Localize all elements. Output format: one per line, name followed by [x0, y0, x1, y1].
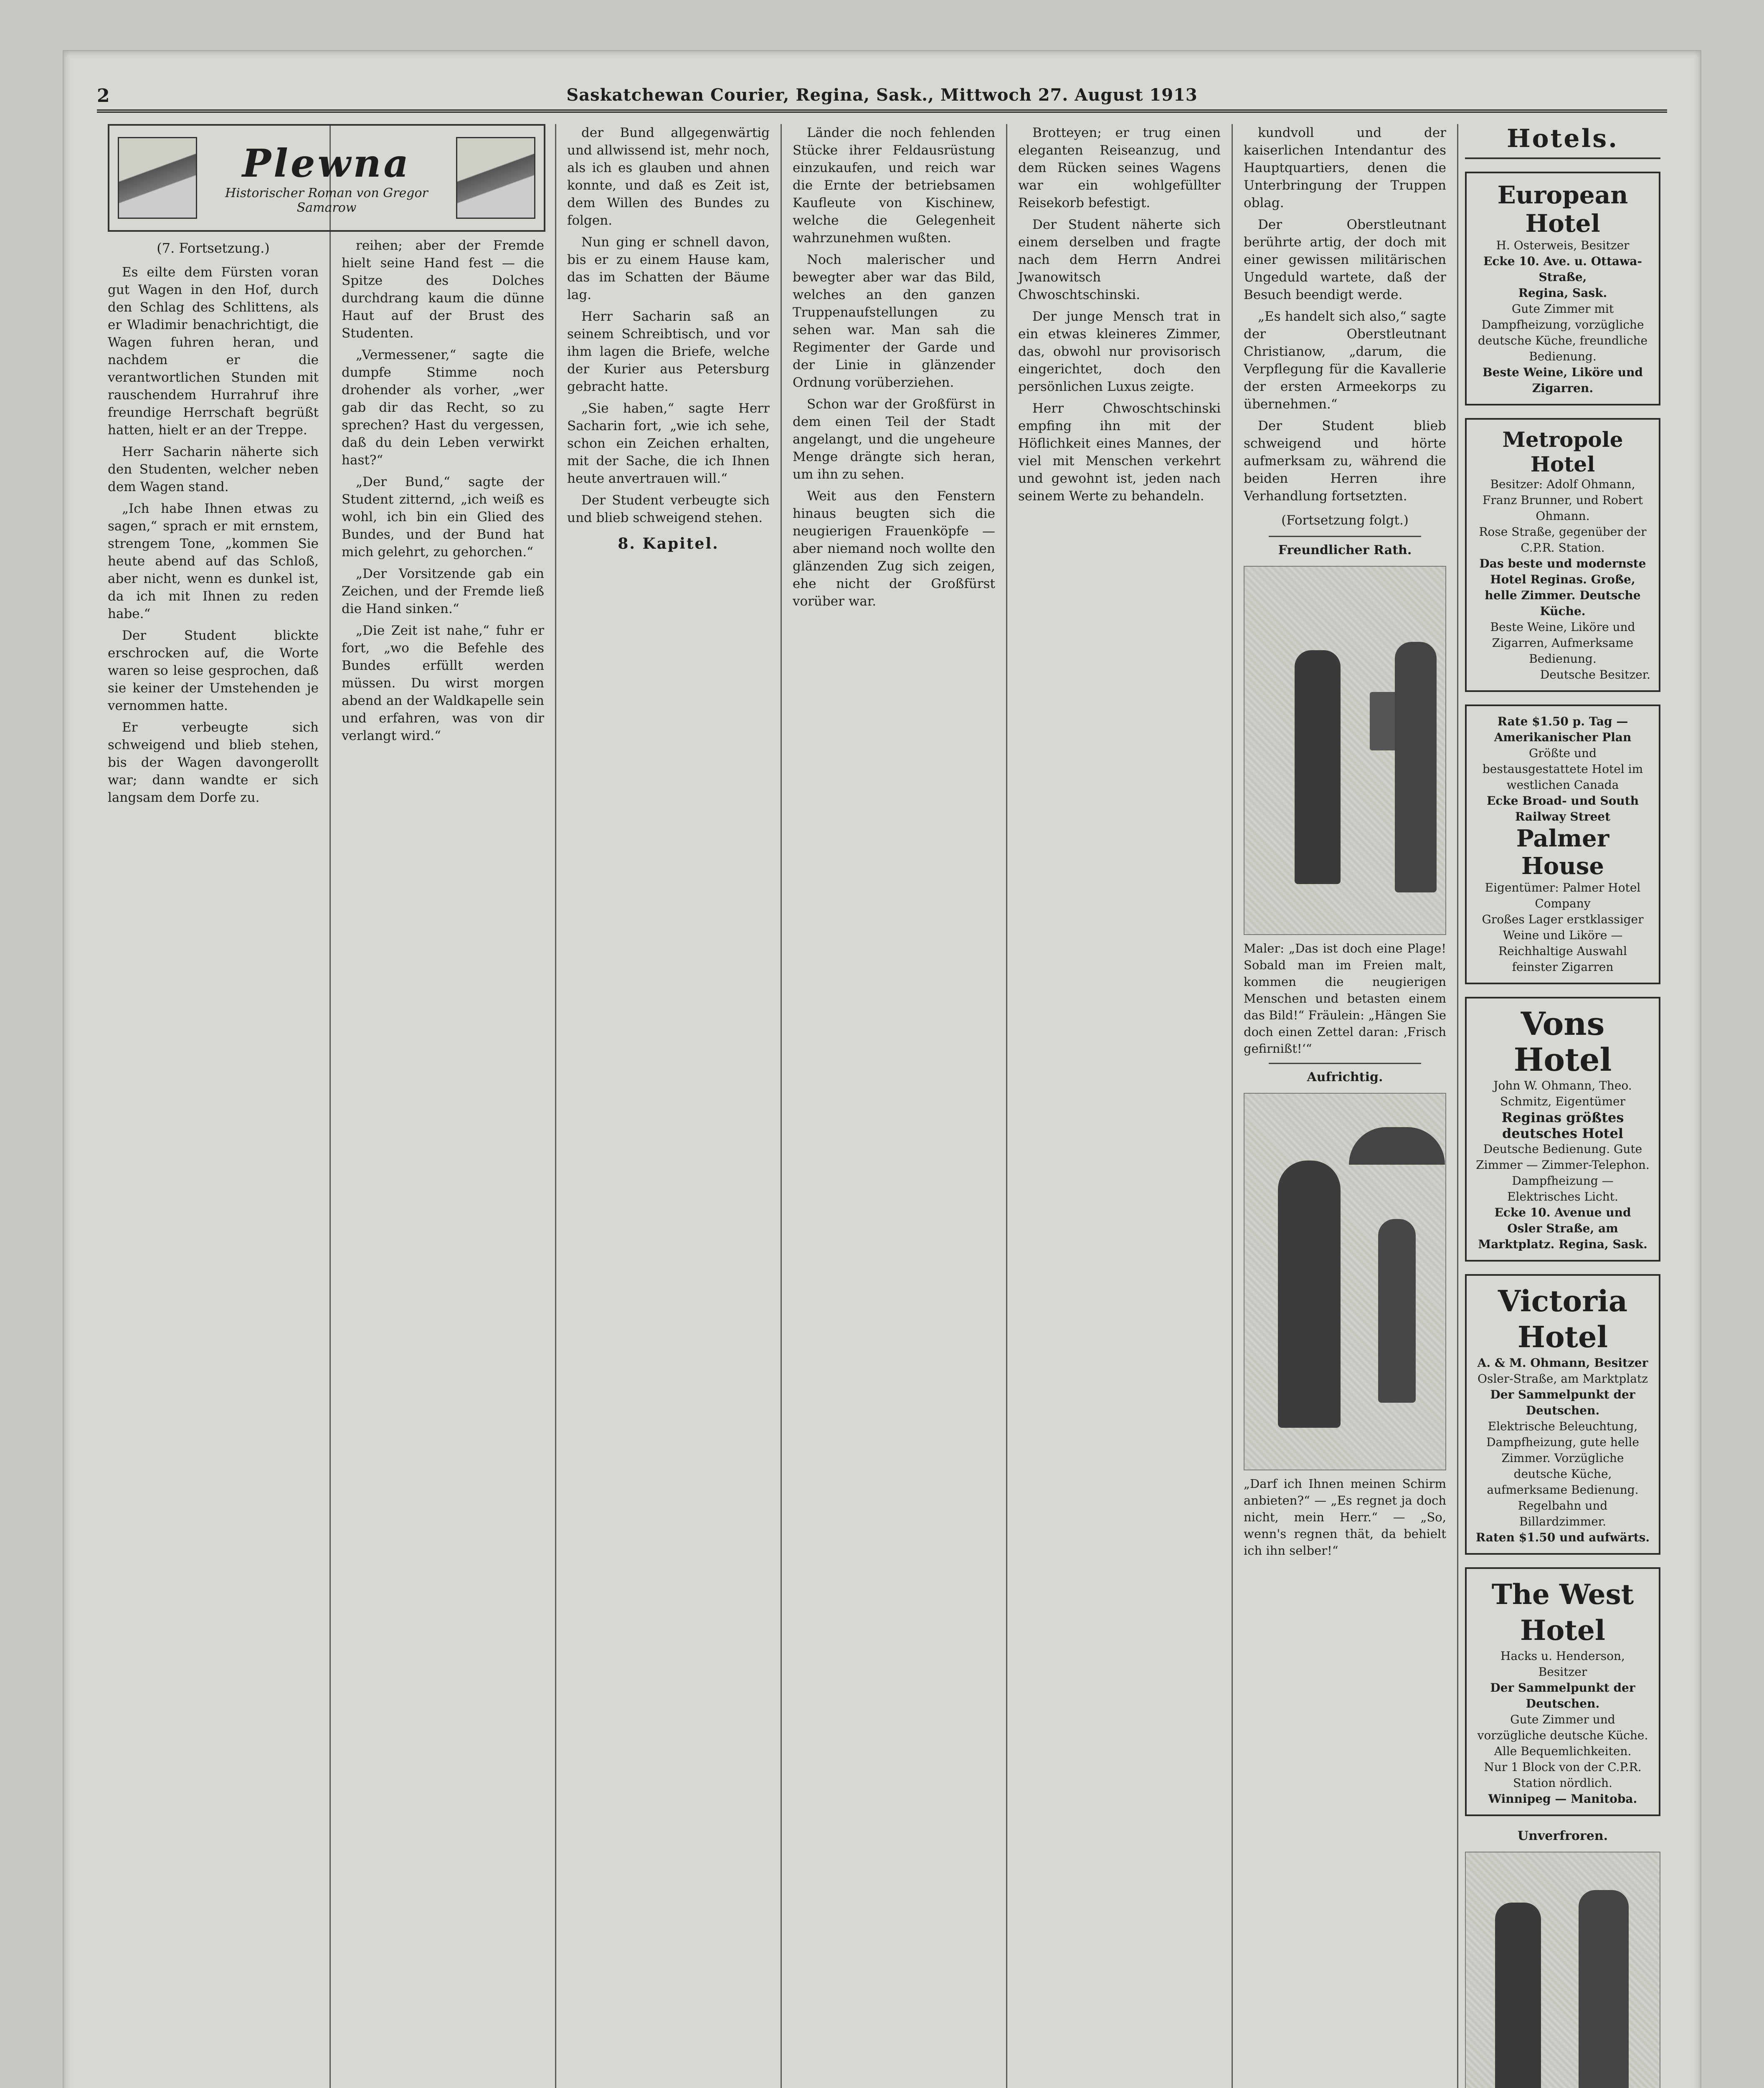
- cartoon-painter-image: [1244, 566, 1446, 935]
- masthead-title: Saskatchewan Courier, Regina, Sask., Mittwoch 27. August 1913: [566, 85, 1198, 105]
- column-6: [1233, 124, 1458, 2088]
- paragraph: „Es handelt sich also,“ sagte der Oberstleutnant Christianow, „darum, die Verpflegung für die Kavallerie der ersten Armeekorps zu übernehmen.“: [1244, 309, 1446, 412]
- hotel-name: Vons Hotel: [1513, 1005, 1612, 1078]
- cartoon-caption: Maler: „Das ist doch eine Plage! Sobald man im Freien malt, kommen die neugierigen Menschen und betasten einem das Bild!“ Fräulein: „Hängen Sie doch einen Zettel daran: ‚Frisch gefirnißt!‘“: [1244, 941, 1446, 1056]
- column-3: [556, 124, 782, 2088]
- column-1-text: [108, 264, 319, 806]
- hotel-owner: Hacks u. Henderson, Besitzer: [1500, 1649, 1625, 1679]
- paragraph: Der Student blieb schweigend und hörte aufmerksam zu, während die beiden Herren ihre Verhandlung fortsetzten.: [1244, 418, 1446, 504]
- hotel-address: Ecke 10. Ave. u. Ottawa-Straße,: [1483, 254, 1642, 284]
- paragraph: reihen; aber der Fremde hielt seine Hand fest — die Spitze des Dolches durchdrang kaum die dünne Haut auf der Brust des Studenten.: [342, 238, 544, 341]
- column-5: [1007, 124, 1233, 2088]
- figure-lady-icon: [1395, 642, 1437, 892]
- hotel-tagline: Der Sammelpunkt der Deutschen.: [1490, 1388, 1635, 1417]
- paragraph: Brotteyen; er trug einen eleganten Reiseanzug, und dem Rücken seines Wagens war ein wohlgefüllter Reisekorb befestigt.: [1018, 125, 1221, 210]
- figure-gentleman-icon: [1378, 1219, 1416, 1403]
- column-1: [97, 124, 428, 2088]
- paragraph: Weit aus den Fenstern hinaus beugten sich die neugierigen Frauenköpfe — aber niemand noch wollte den glänzenden Zug sich zeigen, ehe nicht der Großfürst vorüber war.: [793, 489, 995, 609]
- figure-man-icon: [1495, 1903, 1541, 2088]
- hotel-city: Winnipeg — Manitoba.: [1488, 1792, 1637, 1806]
- column-4: [782, 124, 1007, 2088]
- paragraph: Herr Chwoschtschinski empfing ihn mit der Höflichkeit eines Mannes, der viel mit Menschen verkehrt und gewohnt ist, jeden nach seinem Werte zu behandeln.: [1018, 401, 1221, 504]
- cartoon-title: Unverfroren.: [1517, 1829, 1608, 1843]
- hotel-tagline: Der Sammelpunkt der Deutschen.: [1490, 1681, 1635, 1710]
- column-6-text: [1244, 124, 1446, 529]
- hotel-name: Palmer House: [1516, 825, 1609, 880]
- hotel-city: Regina, Sask.: [1518, 286, 1607, 300]
- hotel-owner: H. Osterweis, Besitzer: [1496, 238, 1630, 252]
- paragraph: Der Student verbeugte sich und blieb schweigend stehen.: [567, 493, 770, 525]
- paragraph: kundvoll und der kaiserlichen Intendantur des Hauptquartiers, denen die Unterbringung der Truppen oblag.: [1244, 125, 1446, 210]
- newspaper-page: [63, 50, 1701, 2088]
- column-4-text: [793, 124, 995, 610]
- column-2-text: [342, 237, 544, 745]
- paragraph: Noch malerischer und bewegter aber war das Bild, welches an den ganzen Truppenaufstellungen zu sehen war. Man sah die Regimenter der Garde und der Linie in glänzender Ordnung vorüberziehen.: [793, 252, 995, 390]
- paragraph: Der Oberstleutnant berührte artig, der doch mit einer gewissen militärischen Ungeduld wartete, daß der Besuch beendigt werde.: [1244, 217, 1446, 302]
- paragraph: Herr Sacharin saß an seinem Schreibtisch, und vor ihm lagen die Briefe, welche der Kurier aus Petersburg gebracht hatte.: [567, 309, 770, 394]
- ad-european-hotel: [1465, 172, 1660, 405]
- paragraph: Länder die noch fehlenden Stücke ihrer Feldausrüstung einzukaufen, und reich war die Ernte der betriebsamen Kaufleute von Kischinew, welche die Gelegenheit wahrzunehmen wußten.: [793, 125, 995, 246]
- paragraph: „Der Bund,“ sagte der Student zitternd, „ich weiß es wohl, ich bin ein Glied des Bundes, und der Bund hat mich gelehrt, zu gehorchen.“: [342, 474, 544, 560]
- serial-continuation: (7. Fortsetzung.): [157, 240, 270, 256]
- hotel-owner: Eigentümer: Palmer Hotel Company: [1485, 881, 1641, 910]
- hotel-name: European Hotel: [1497, 181, 1628, 238]
- column-hotels: [1458, 124, 1667, 2088]
- hotel-extra: Großes Lager erstklassiger Weine und Liköre — Reichhaltige Auswahl feinster Zigarren: [1482, 912, 1644, 974]
- cartoon-caption: „Darf ich Ihnen meinen Schirm anbieten?“ — „Es regnet ja doch nicht, mein Herr.“ — „So, wenn's regnen thät, da behielt ich ihn selber!“: [1244, 1477, 1446, 1558]
- hotel-name: Metropole Hotel: [1502, 427, 1623, 476]
- ad-metropole-hotel: [1465, 418, 1660, 692]
- hotels-heading: Hotels.: [1465, 124, 1660, 159]
- paragraph: Nun ging er schnell davon, bis er zu einem Hause kam, das im Schatten der Bäume lag.: [567, 235, 770, 302]
- hotel-description: Das beste und modernste Hotel Reginas. Große, helle Zimmer. Deutsche Küche.: [1479, 557, 1646, 618]
- hotel-description: Gute Zimmer und vorzügliche deutsche Küche. Alle Bequemlichkeiten.: [1477, 1713, 1648, 1758]
- hotel-note: Größte und bestausgestattete Hotel im westlichen Canada: [1482, 746, 1643, 792]
- paragraph: „Ich habe Ihnen etwas zu sagen,“ sprach er mit ernstem, strengem Tone, „kommen Sie heute abend auf das Schloß, aber nicht, wenn es dunkel ist, da ich mit Ihnen zu reden habe.“: [108, 501, 319, 621]
- hotel-name: The West Hotel: [1491, 1578, 1634, 1647]
- paragraph: Er verbeugte sich schweigend und blieb stehen, bis der Wagen davongerollt war; dann wandte er sich langsam dem Dorfe zu.: [108, 720, 319, 805]
- hotel-address: Rose Straße, gegenüber der C.P.R. Station.: [1479, 525, 1647, 555]
- hotel-owners: Besitzer: Adolf Ohmann, Franz Brunner, und Robert Ohmann.: [1483, 477, 1643, 523]
- masthead: [97, 80, 1667, 113]
- hotel-owner: A. & M. Ohmann, Besitzer: [1477, 1356, 1648, 1370]
- vignette-left-icon: [118, 137, 197, 219]
- paragraph: Der Student blickte erschrocken auf, die Worte waren so leise gesprochen, daß sie keiner der Umstehenden je vernommen hatte.: [108, 628, 319, 713]
- paragraph: Schon war der Großfürst in dem einen Teil der Stadt angelangt, und die ungeheure Menge drängte sich heran, um ihn zu sehen.: [793, 397, 995, 482]
- paragraph: Es eilte dem Fürsten voran gut Wagen in den Hof, durch den Schlag des Schlittens, als er Wladimir benachrichtigt, die Wagen fuhren heran, und nachdem er die verantwortlichen Stunden mit rauschendem Hurrahruf ihre freundige Herrschaft begrüßt hatten, hielt er an der Treppe.: [108, 265, 319, 438]
- hotel-address: Nur 1 Block von der C.P.R. Station nördlich.: [1484, 1760, 1642, 1790]
- divider: [1269, 536, 1421, 537]
- columns: [97, 124, 1667, 2088]
- hotel-description: Elektrische Beleuchtung, Dampfheizung, gute helle Zimmer. Vorzügliche deutsche Küche, aufmerksame Bedienung. Regelbahn und Billardzimmer.: [1486, 1419, 1639, 1528]
- hotel-extra: Beste Weine, Liköre und Zigarren, Aufmerksame Bedienung.: [1490, 620, 1635, 666]
- serial-end: (Fortsetzung folgt.): [1281, 513, 1409, 528]
- ad-victoria-hotel: [1465, 1274, 1660, 1555]
- page-number: 2: [97, 85, 110, 106]
- paragraph: Der Student näherte sich einem derselben und fragte nach dem Herrn Andrei Jwanowitsch Chwoschtschinski.: [1018, 217, 1221, 302]
- hotel-owners: John W. Ohmann, Theo. Schmitz, Eigentümer: [1493, 1079, 1632, 1108]
- ad-west-hotel: [1465, 1567, 1660, 1816]
- divider: [1269, 1063, 1421, 1064]
- paragraph: „Sie haben,“ sagte Herr Sacharin fort, „wie ich sehe, schon ein Zeichen erhalten, mit der Sache, die ich Ihnen heute anvertrauen will.“: [567, 401, 770, 486]
- serial-title: Plewna: [242, 141, 411, 186]
- hotel-extra: Beste Weine, Liköre und Zigarren.: [1482, 365, 1643, 395]
- ad-palmer-house: [1465, 704, 1660, 984]
- ad-vons-hotel: [1465, 997, 1660, 1262]
- chapter-heading: 8. Kapitel.: [618, 535, 719, 552]
- paragraph: „Die Zeit ist nahe,“ fuhr er fort, „wo die Befehle des Bundes erfüllt werden müssen. Du wirst morgen abend an der Waldkapelle sein und erfahren, was von dir verlangt wird.“: [342, 623, 544, 743]
- hotel-address: Osler-Straße, am Marktplatz: [1478, 1372, 1648, 1386]
- figure-painter-icon: [1295, 650, 1341, 884]
- paragraph: „Vermessener,“ sagte die dumpfe Stimme noch drohender als vorher, „wer gab dir das Recht, so zu sprechen? Hast du vergessen, daß du dein Leben verwirkt hast?“: [342, 347, 544, 468]
- hotel-address: Ecke 10. Avenue und Osler Straße, am Marktplatz. Regina, Sask.: [1478, 1206, 1647, 1251]
- cartoon-title: Aufrichtig.: [1307, 1070, 1383, 1085]
- hotel-sign: Deutsche Besitzer.: [1540, 668, 1650, 682]
- cartoon-umbrella-image: [1244, 1093, 1446, 1470]
- hotel-name: Victoria Hotel: [1498, 1284, 1628, 1354]
- column-5-text: [1018, 124, 1221, 505]
- paragraph: Herr Sacharin näherte sich den Studenten, welcher neben dem Wagen stand.: [108, 444, 319, 494]
- umbrella-icon: [1349, 1127, 1445, 1165]
- figure-lady-icon: [1278, 1161, 1341, 1428]
- hotel-address: Ecke Broad- und South Railway Street: [1486, 794, 1639, 824]
- column-3-text: [567, 124, 770, 552]
- hotel-rates: Raten $1.50 und aufwärts.: [1475, 1531, 1650, 1544]
- hotel-rates: Rate $1.50 p. Tag — Amerikanischer Plan: [1494, 715, 1632, 744]
- hotel-tagline: Reginas größtes deutsches Hotel: [1501, 1110, 1624, 1141]
- paragraph: der Bund allgegenwärtig und allwissend ist, mehr noch, als ich es glauben und ahnen konnte, und daß es Zeit ist, dem Willen des Bundes zu folgen.: [567, 125, 770, 228]
- hotel-description: Gute Zimmer mit Dampfheizung, vorzügliche deutsche Küche, freundliche Bedienung.: [1478, 302, 1648, 363]
- serial-subtitle: Historischer Roman von Gregor Samarow: [225, 186, 428, 215]
- paragraph: „Der Vorsitzende gab ein Zeichen, und der Fremde ließ die Hand sinken.“: [342, 566, 544, 616]
- cartoon-title: Freundlicher Rath.: [1278, 543, 1412, 557]
- paragraph: Der junge Mensch trat in ein etwas kleineres Zimmer, das, obwohl nur provisorisch eingerichtet, doch den persönlichen Luxus zeigte.: [1018, 309, 1221, 394]
- figure-man-icon: [1579, 1890, 1629, 2088]
- column-2: [331, 124, 556, 2088]
- cartoon-men-image: [1465, 1852, 1660, 2088]
- hotel-description: Deutsche Bedienung. Gute Zimmer — Zimmer-Telephon. Dampfheizung — Elektrisches Licht.: [1476, 1142, 1650, 1204]
